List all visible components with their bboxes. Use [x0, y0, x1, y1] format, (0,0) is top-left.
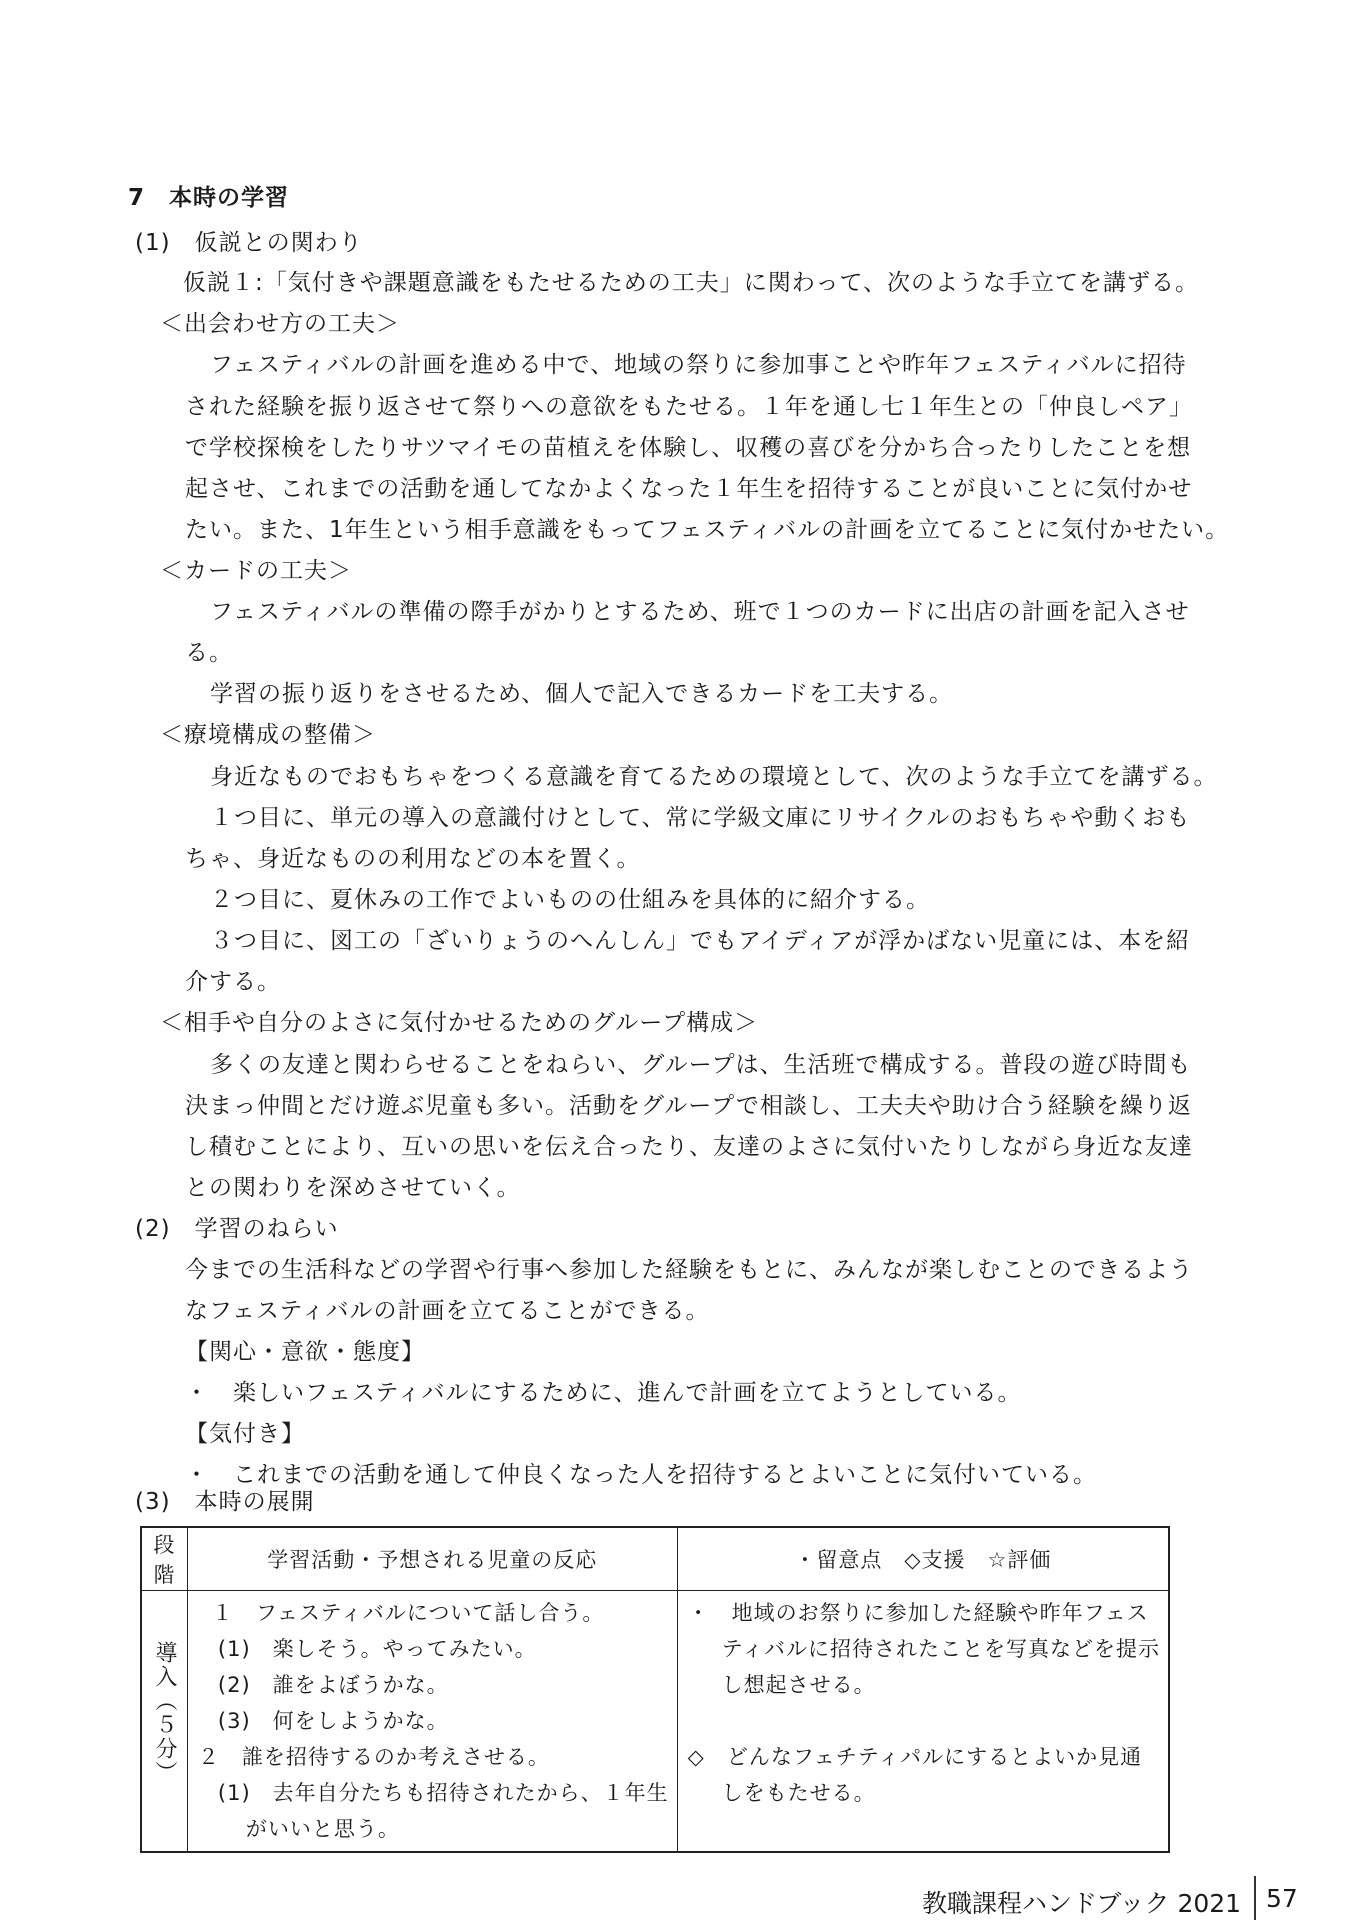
stage-label: 導入（５分）	[151, 1641, 177, 1785]
env-line: ちゃ、身近なものの利用などの本を置く。	[185, 846, 641, 872]
note-line: しをもたせる。	[721, 1781, 876, 1805]
footer-book-title: 教職課程ハンドブック 2021	[922, 1889, 1242, 1918]
deai-heading: ＜出会わせ方の工夫＞	[160, 311, 400, 337]
card-line: フェスティバルの準備の際手がかりとするため、班で１つのカードに出店の計画を記入させ	[210, 599, 1190, 625]
group-heading: ＜相手や自分のよさに気付かせるためのグループ構成＞	[160, 1010, 759, 1036]
hypothesis-intro: 仮説１:「気付きや課題意識をもたせるための工夫」に関わって、次のような手立てを講ずる。	[183, 270, 1200, 296]
activity-line: １ フェスティバルについて話し合う。	[211, 1601, 605, 1625]
note-line	[688, 1703, 1160, 1739]
deai-line: たい。また、1年生という相手意識をもってフェスティバルの計画を立てることに気付かせたい。	[185, 517, 1230, 543]
deai-line: 起させ、これまでの活動を通してなかよくなった１年生を招待することが良いことに気付かせ	[185, 476, 1193, 502]
activity-line: (1) 去年自分たちも招待されたから、１年生	[217, 1781, 669, 1805]
env-line: 介する。	[185, 969, 281, 995]
kizuki-item: ・ これまでの活動を通して仲良くなった人を招待するとよいことに気付いている。	[185, 1462, 1097, 1488]
subsection-2-heading: (2) 学習のねらい	[135, 1216, 339, 1242]
group-line: 決まっ仲間とだけ遊ぶ児童も多い。活動をグループで相談し、工夫夫や助け合う経験を繰り返	[185, 1093, 1192, 1119]
note-line: ◇ どんなフェチティパルにするとよいか見通	[687, 1745, 1143, 1769]
header-notes: ・留意点 ◇支援 ☆評価	[677, 1527, 1169, 1591]
note-line: ティバルに招待されたことを写真などを提示	[721, 1637, 1160, 1661]
deai-line: で学校探検をしたりサツマイモの苗植えを体験し、収穫の喜びを分かち合ったりしたことを想	[185, 435, 1192, 461]
group-line: し積むことにより、互いの思いを伝え合ったり、友達のよさに気付いたりしながら身近な友達	[185, 1134, 1193, 1160]
activity-line: ２ 誰を招待するのか考えさせる。	[197, 1745, 550, 1769]
group-line: 多くの友達と関わらせることをねらい、グループは、生活班で構成する。普段の遊び時間も	[210, 1052, 1192, 1078]
subsection-3-heading: (3) 本時の展開	[135, 1489, 315, 1515]
page-number: 57	[1266, 1884, 1298, 1913]
note-line: し想起させる。	[721, 1673, 876, 1697]
group-line: との関わりを深めさせていく。	[185, 1175, 521, 1201]
card-line: 学習の振り返りをさせるため、個人で記入できるカードを工夫する。	[210, 681, 954, 707]
header-activity: 学習活動・予想される児童の反応	[187, 1527, 677, 1591]
env-line: １つ目に、単元の導入の意識付けとして、常に学級文庫にリサイクルのおもちゃや動くおも	[210, 805, 1191, 831]
kanshin-label: 【関心・意欲・態度】	[185, 1339, 425, 1365]
note-line: ・ 地域のお祭りに参加した経験や昨年フェス	[687, 1601, 1149, 1625]
env-line: 身近なものでおもちゃをつくる意識を育てるための環境として、次のような手立てを講ずる。	[210, 764, 1218, 790]
activity-line: (2) 誰をよぼうかな。	[217, 1673, 449, 1697]
aim-line: 今までの生活科などの学習や行事へ参加した経験をもとに、みんなが楽しむことのできるよう	[185, 1257, 1193, 1283]
table-header-row	[141, 1527, 1169, 1591]
deai-line: フェスティバルの計画を進める中で、地域の祭りに参加事ことや昨年フェスティバルに招待	[210, 352, 1187, 378]
env-line: ２つ目に、夏休みの工作でよいものの仕組みを具体的に紹介する。	[210, 887, 930, 913]
table-row	[141, 1591, 1169, 1853]
activity-line: (1) 楽しそう。やってみたい。	[217, 1637, 537, 1661]
card-heading: ＜カードの工夫＞	[160, 558, 352, 584]
env-line: ３つ目に、図工の「ざいりょうのへんしん」でもアイディアが浮かばない児童には、本を紹	[210, 928, 1191, 954]
env-heading: ＜療境構成の整備＞	[160, 722, 376, 748]
aim-line: なフェスティバルの計画を立てることができる。	[185, 1298, 710, 1324]
stage-cell	[141, 1591, 187, 1853]
section-title: 7 本時の学習	[128, 185, 290, 211]
header-stage: 段階	[141, 1527, 187, 1591]
subsection-1-heading: (1) 仮説との関わり	[135, 230, 363, 256]
footer-divider	[1254, 1876, 1256, 1920]
notes-cell	[677, 1591, 1169, 1853]
card-line: る。	[185, 640, 233, 666]
activity-cell	[187, 1591, 677, 1853]
kizuki-label: 【気付き】	[185, 1421, 305, 1447]
activity-line: がいいと思う。	[245, 1817, 400, 1841]
deai-line: された経験を振り返させて祭りへの意欲をもたせる。１年を通し七１年生との「仲良しペア」	[185, 394, 1193, 420]
activity-line: (3) 何をしようかな。	[217, 1709, 449, 1733]
lesson-plan-table	[140, 1526, 1170, 1853]
kanshin-item: ・ 楽しいフェスティバルにするために、進んで計画を立てようとしている。	[185, 1380, 1022, 1406]
